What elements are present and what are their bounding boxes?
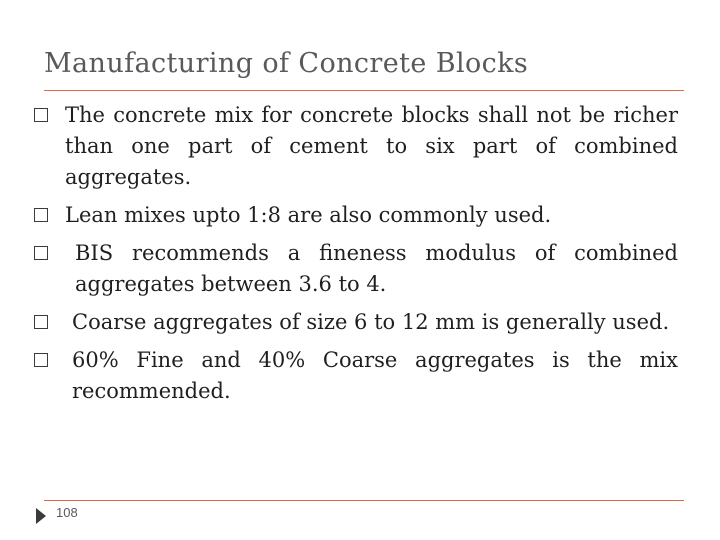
footer-divider [44, 500, 684, 501]
bullet-text: Coarse aggregates of size 6 to 12 mm is generally used. [72, 310, 670, 334]
slide-title: Manufacturing of Concrete Blocks [44, 48, 529, 79]
bullet-item [30, 238, 678, 300]
bullet-item [30, 100, 678, 193]
checkbox-bullet-icon [34, 246, 48, 260]
checkbox-bullet-icon [34, 208, 48, 222]
bullet-item [30, 307, 678, 338]
checkbox-bullet-icon [34, 108, 48, 122]
bullet-text: The concrete mix for concrete blocks shall not be richer than one part of cement to six part of combined aggregates. [65, 103, 678, 189]
checkbox-bullet-icon [34, 315, 48, 329]
title-divider [44, 90, 684, 91]
bullet-text: 60% Fine and 40% Coarse aggregates is the mix recommended. [72, 348, 678, 403]
page-number: 108 [56, 505, 78, 520]
bullet-text: Lean mixes upto 1:8 are also commonly used. [65, 203, 552, 227]
bullet-item [30, 200, 678, 231]
play-arrow-icon [36, 508, 46, 524]
bullet-list [30, 100, 678, 407]
bullet-text: BIS recommends a fineness modulus of combined aggregates between 3.6 to 4. [75, 241, 678, 296]
checkbox-bullet-icon [34, 353, 48, 367]
bullet-item [30, 345, 678, 407]
